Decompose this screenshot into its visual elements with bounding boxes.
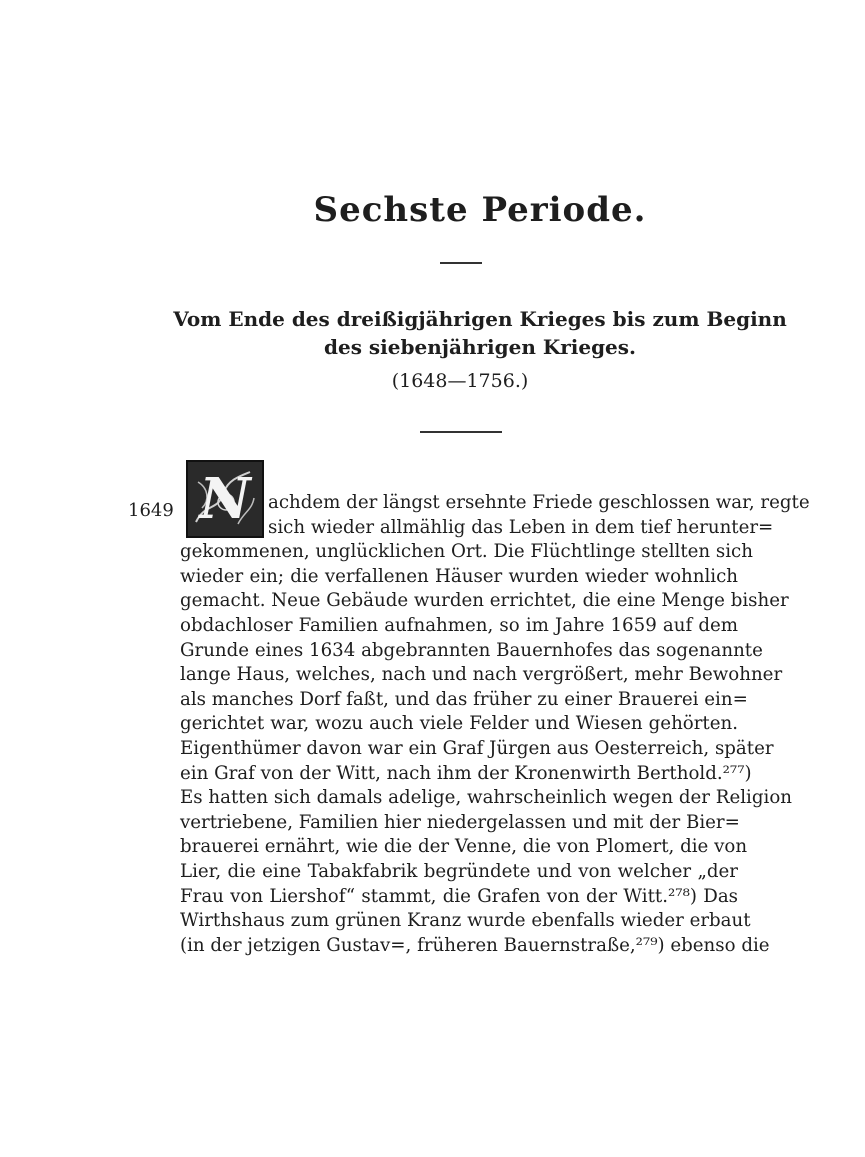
text-line: wieder ein; die verfallenen Häuser wurden wieder wohnlich [180, 565, 738, 587]
text-line: gekommenen, unglücklichen Ort. Die Flüchtlinge stellten sich [180, 541, 753, 563]
chapter-subtitle [160, 305, 800, 361]
text-line: gerichtet war, wozu auch viele Felder und Wiesen gehörten. [180, 713, 738, 735]
initial-letter: N [199, 466, 251, 532]
text-line: als manches Dorf faßt, und das früher zu einer Brauerei ein= [180, 688, 748, 710]
period-dates: (1648—1756.) [391, 370, 529, 392]
ornamental-initial [186, 460, 264, 538]
text-line: vertriebene, Familien hier niedergelassen und mit der Bier= [180, 811, 740, 833]
text-line: Es hatten sich damals adelige, wahrscheinlich wegen der Religion [180, 787, 792, 809]
text-line: (in der jetzigen Gustav=, früheren Bauernstraße,²⁷⁹) ebenso die [180, 934, 770, 956]
text-line: Wirthshaus zum grünen Kranz wurde ebenfalls wieder erbaut [180, 910, 751, 932]
heading-divider [440, 262, 482, 264]
text-line: achdem der längst ersehnte Friede geschlossen war, regte [268, 492, 810, 513]
text-line: lange Haus, welches, nach und nach vergrößert, mehr Bewohner [180, 664, 783, 686]
text-line: gemacht. Neue Gebäude wurden errichtet, die eine Menge bisher [180, 590, 789, 612]
text-line: Lier, die eine Tabakfabrik begründete und von welcher „der [180, 861, 738, 882]
text-line: Eigenthümer davon war ein Graf Jürgen aus Oesterreich, später [180, 738, 774, 759]
text-line: obdachloser Familien aufnahmen, so im Jahre 1659 auf dem [180, 615, 738, 636]
text-line: brauerei ernährt, wie die der Venne, die von Plomert, die von [180, 836, 748, 858]
subtitle-line-2: des siebenjährigen Krieges. [323, 335, 637, 359]
text-line: Grunde eines 1634 abgebrannten Bauernhofes das sogenannte [180, 639, 763, 661]
section-divider [420, 431, 502, 433]
margin-year: 1649 [128, 500, 174, 521]
subtitle-line-1: Vom Ende des dreißigjährigen Krieges bis zum Beginn [173, 307, 787, 331]
text-line: sich wieder allmählig das Leben in dem tief herunter= [268, 516, 774, 538]
text-line: ein Graf von der Witt, nach ihm der Kronenwirth Berthold.²⁷⁷) [180, 762, 752, 784]
text-line: Frau von Liershof“ stammt, die Grafen von der Witt.²⁷⁸) Das [180, 885, 738, 907]
chapter-heading: Sechste Periode. [313, 190, 647, 230]
